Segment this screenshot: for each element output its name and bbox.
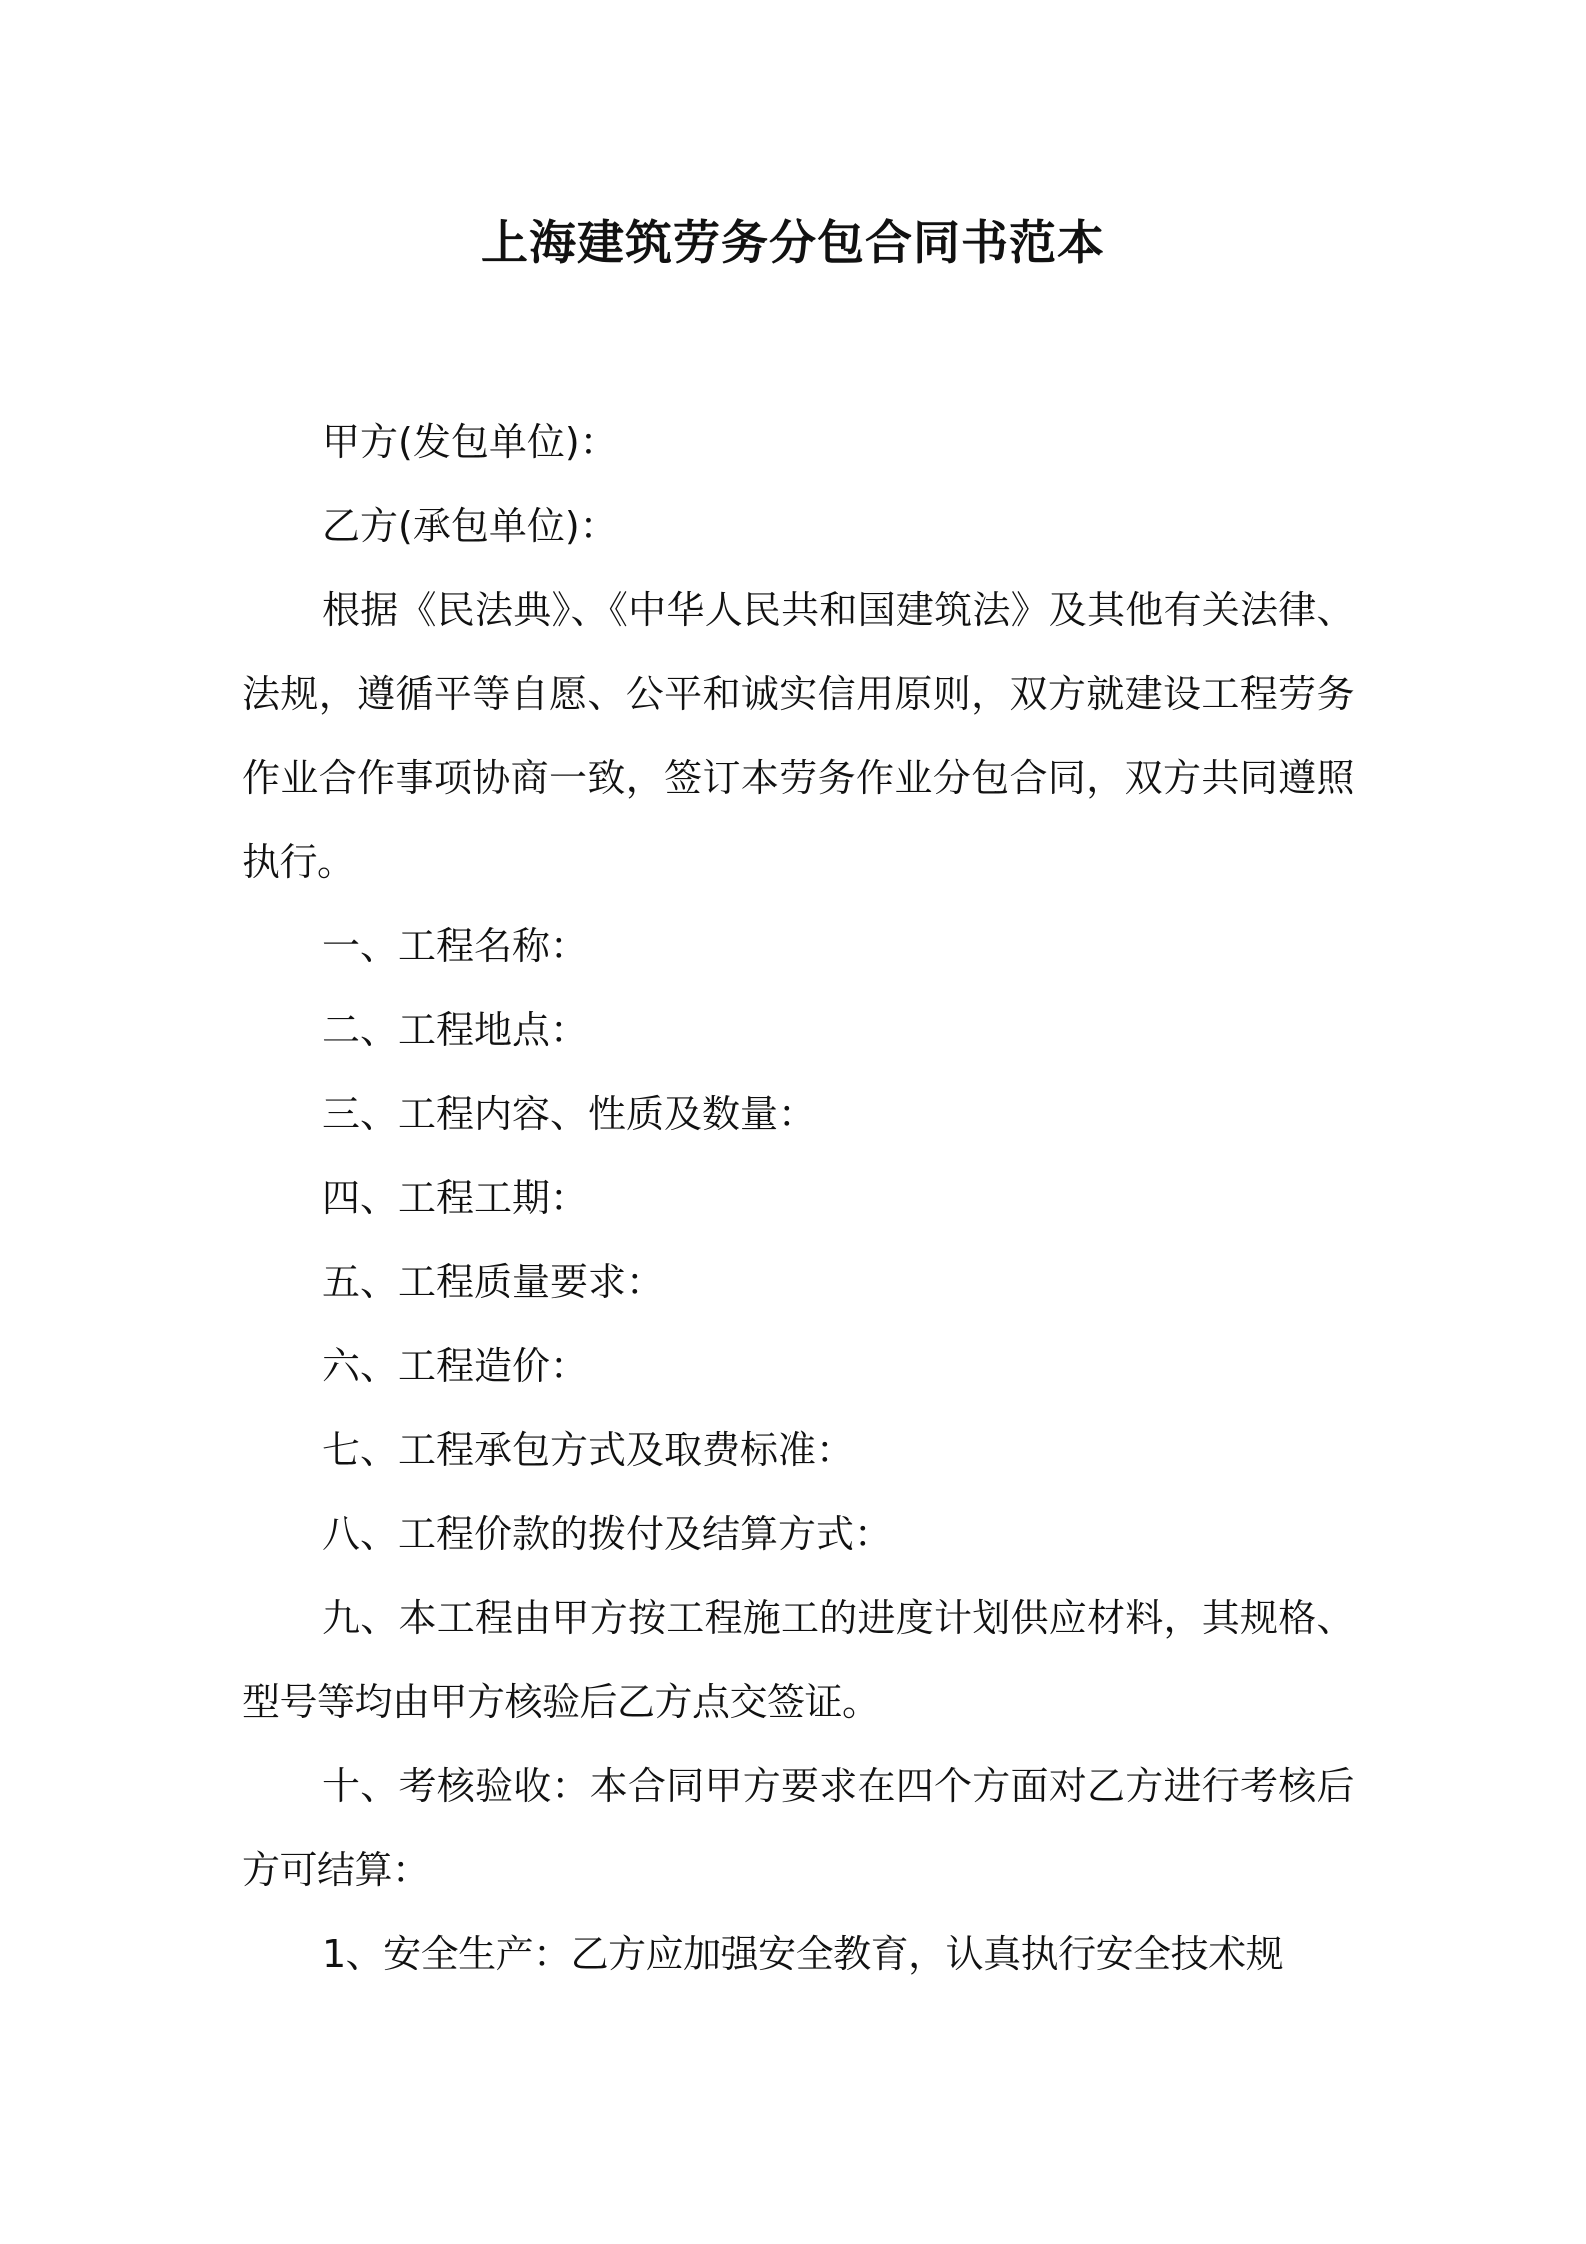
preamble-paragraph: 根据《民法典》、《中华人民共和国建筑法》及其他有关法律、法规，遵循平等自愿、公平和诚实信用原则，双方就建设工程劳务作业合作事项协商一致，签订本劳务作业分包合同，双方共同遵照执行。 xyxy=(242,588,1354,884)
clause-contract-method: 七、工程承包方式及取费标准： xyxy=(322,1428,855,1472)
clause-material-supply: 九、本工程由甲方按工程施工的进度计划供应材料，其规格、型号等均由甲方核验后乙方点交签证。 xyxy=(242,1596,1354,1724)
party-a-line: 甲方(发包单位)： xyxy=(322,420,618,464)
document-body xyxy=(242,400,1354,1996)
clause-quality-requirements: 五、工程质量要求： xyxy=(322,1260,665,1304)
clause-project-content: 三、工程内容、性质及数量： xyxy=(322,1092,817,1136)
clause-project-name: 一、工程名称： xyxy=(322,924,589,968)
clause-project-duration: 四、工程工期： xyxy=(322,1176,589,1220)
party-b-line: 乙方(承包单位)： xyxy=(322,504,618,548)
clause-safety-production: 1、安全生产：乙方应加强安全教育，认真执行安全技术规 xyxy=(322,1932,1284,1976)
document-title: 上海建筑劳务分包合同书范本 xyxy=(481,216,1105,271)
clause-project-location: 二、工程地点： xyxy=(322,1008,589,1052)
clause-acceptance: 十、考核验收：本合同甲方要求在四个方面对乙方进行考核后方可结算： xyxy=(242,1764,1354,1892)
clause-payment-settlement: 八、工程价款的拨付及结算方式： xyxy=(322,1512,893,1556)
clause-project-cost: 六、工程造价： xyxy=(322,1344,589,1388)
